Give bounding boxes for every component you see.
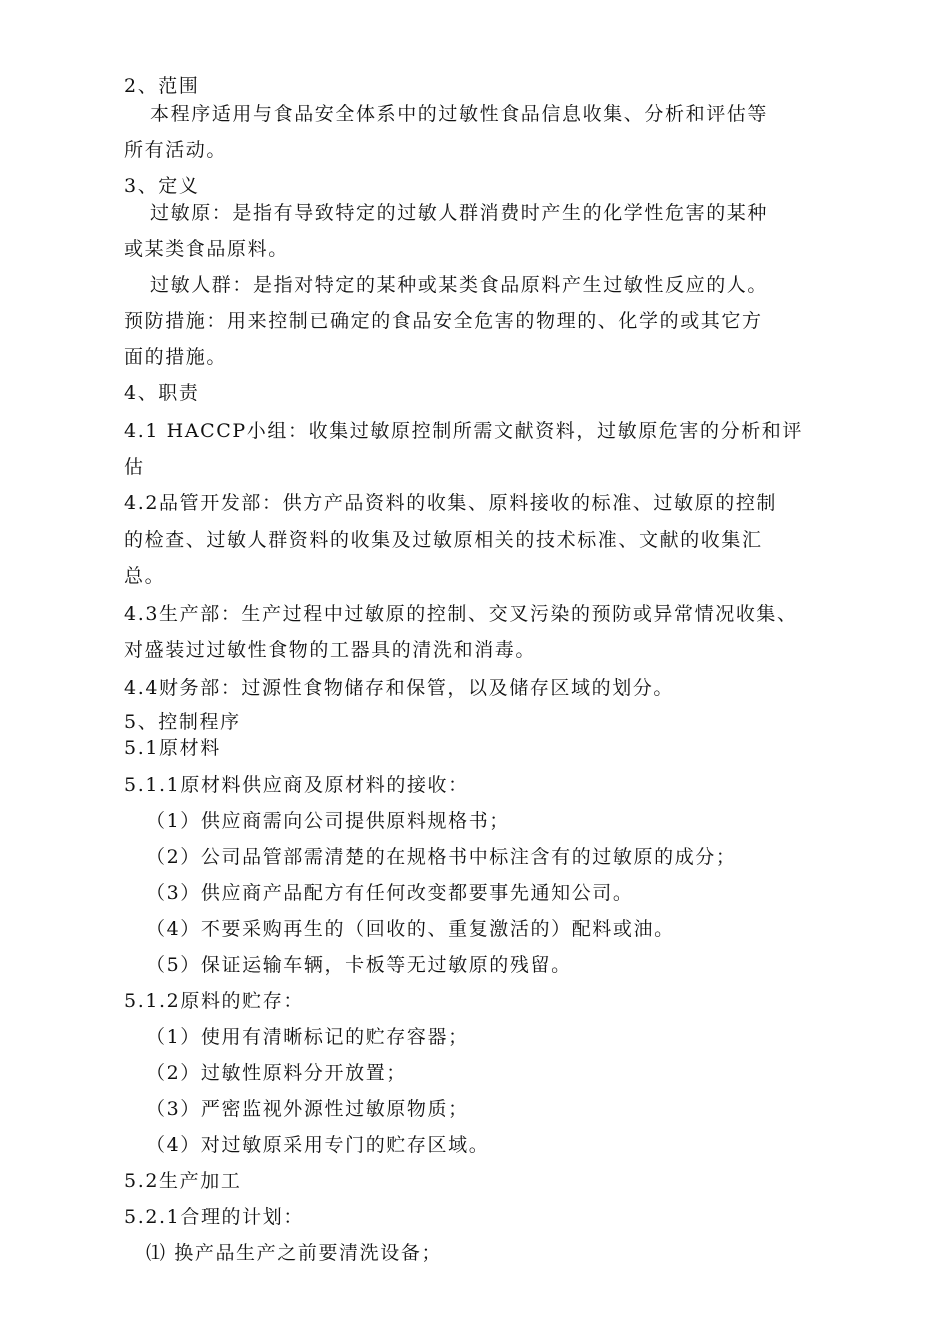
paragraph-line: 面的措施。 [124, 346, 228, 368]
section-heading-control: 5、控制程序 [124, 711, 241, 733]
paragraph-line: 4.3生产部：生产过程中过敏原的控制、交叉污染的预防或异常情况收集、 [124, 603, 798, 625]
paragraph-line: 4.4财务部：过源性食物储存和保管，以及储存区域的划分。 [124, 677, 675, 699]
paragraph-line: 估 [124, 456, 145, 478]
subsection-heading: 5.1原材料 [124, 737, 221, 759]
paragraph-line: 预防措施：用来控制已确定的食品安全危害的物理的、化学的或其它方 [124, 310, 763, 332]
paragraph-line: 总。 [124, 565, 166, 587]
paragraph-line: 4.2品管开发部：供方产品资料的收集、原料接收的标准、过敏原的控制 [124, 492, 778, 514]
section-heading-definitions: 3、定义 [124, 175, 200, 197]
list-item: ⑴ 换产品生产之前要清洗设备； [146, 1242, 443, 1264]
list-item: （4）对过敏原采用专门的贮存区域。 [146, 1134, 490, 1156]
paragraph-line: 过敏人群：是指对特定的某种或某类食品原料产生过敏性反应的人。 [150, 274, 769, 296]
list-item: （3）供应商产品配方有任何改变都要事先通知公司。 [146, 882, 634, 904]
paragraph-line: 或某类食品原料。 [124, 238, 289, 260]
subsection-heading: 5.1.2原料的贮存： [124, 990, 304, 1012]
section-heading-scope: 2、范围 [124, 75, 200, 97]
list-item: （2）过敏性原料分开放置； [146, 1062, 407, 1084]
subsection-heading: 5.1.1原材料供应商及原材料的接收： [124, 774, 469, 796]
subsection-heading: 5.2生产加工 [124, 1170, 242, 1192]
paragraph-line: 4.1 HACCP小组：收集过敏原控制所需文献资料，过敏原危害的分析和评 [124, 420, 804, 442]
subsection-heading: 5.2.1合理的计划： [124, 1206, 304, 1228]
list-item: （2）公司品管部需清楚的在规格书中标注含有的过敏原的成分； [146, 846, 737, 868]
paragraph-line: 本程序适用与食品安全体系中的过敏性食品信息收集、分析和评估等 [150, 103, 769, 125]
section-heading-responsibilities: 4、职责 [124, 382, 200, 404]
list-item: （4）不要采购再生的（回收的、重复激活的）配料或油。 [146, 918, 675, 940]
paragraph-line: 对盛装过过敏性食物的工器具的清洗和消毒。 [124, 639, 537, 661]
paragraph-line: 过敏原：是指有导致特定的过敏人群消费时产生的化学性危害的某种 [150, 202, 769, 224]
paragraph-line: 所有活动。 [124, 139, 228, 161]
list-item: （3）严密监视外源性过敏原物质； [146, 1098, 469, 1120]
paragraph-line: 的检查、过敏人群资料的收集及过敏原相关的技术标准、文献的收集汇 [124, 529, 763, 551]
list-item: （1）供应商需向公司提供原料规格书； [146, 810, 510, 832]
list-item: （5）保证运输车辆，卡板等无过敏原的残留。 [146, 954, 572, 976]
list-item: （1）使用有清晰标记的贮存容器； [146, 1026, 469, 1048]
